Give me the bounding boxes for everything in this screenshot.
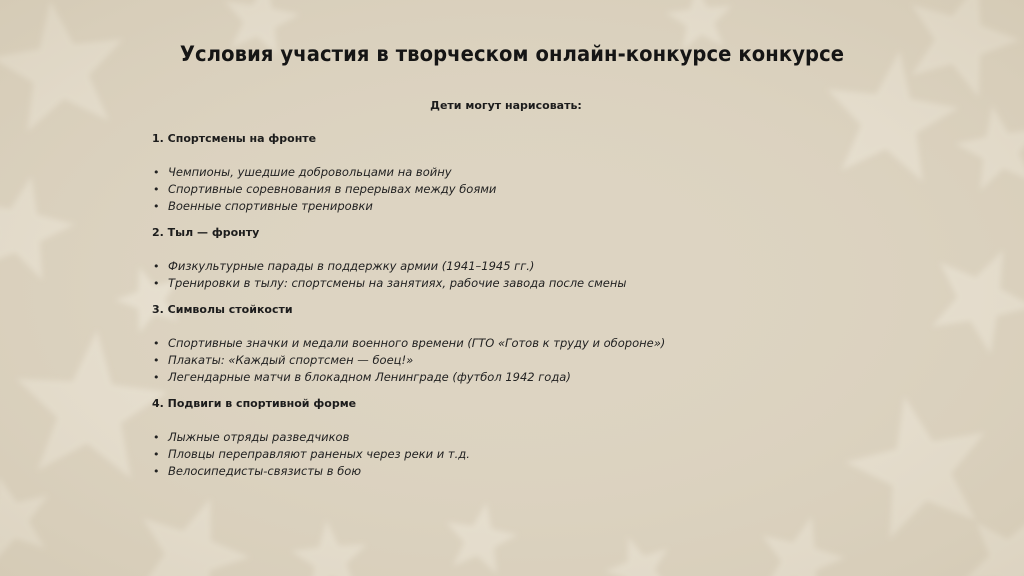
bullet-icon: • xyxy=(153,166,160,179)
bullet-icon: • xyxy=(153,260,160,273)
section-heading: 1. Спортсмены на фронте xyxy=(152,132,317,145)
list-item xyxy=(152,369,772,386)
bullet-icon: • xyxy=(153,431,160,444)
section-feats-in-sport-uniform xyxy=(152,396,772,480)
bullet-icon: • xyxy=(153,371,160,384)
list-item-text: Пловцы переправляют раненых через реки и т.д. xyxy=(168,447,470,461)
bullet-icon: • xyxy=(153,465,160,478)
list-item-text: Военные спортивные тренировки xyxy=(168,199,373,213)
bullet-icon: • xyxy=(153,448,160,461)
section-heading: 4. Подвиги в спортивной форме xyxy=(152,397,357,410)
list-item-text: Спортивные соревнования в перерывах между боями xyxy=(168,182,497,196)
bullet-icon: • xyxy=(153,354,160,367)
list-item-text: Чемпионы, ушедшие добровольцами на войну xyxy=(168,165,452,179)
list-item xyxy=(152,164,772,181)
bullet-icon: • xyxy=(153,277,160,290)
list-item-text: Физкультурные парады в поддержку армии (1941–1945 гг.) xyxy=(168,259,535,273)
list-item-text: Тренировки в тылу: спортсмены на занятиях, рабочие завода после смены xyxy=(168,276,627,290)
list-item-text: Легендарные матчи в блокадном Ленинграде (футбол 1942 года) xyxy=(168,370,571,384)
list-item xyxy=(152,352,772,369)
list-item-text: Лыжные отряды разведчиков xyxy=(168,430,350,444)
list-item xyxy=(152,335,772,352)
list-item xyxy=(152,258,772,275)
bullet-icon: • xyxy=(153,337,160,350)
list-item xyxy=(152,275,772,292)
section-sportsmen-at-front xyxy=(152,131,772,215)
list-item xyxy=(152,181,772,198)
bullet-icon: • xyxy=(153,183,160,196)
section-heading: 2. Тыл — фронту xyxy=(152,226,260,239)
list-item-text: Спортивные значки и медали военного времени (ГТО «Готов к труду и обороне») xyxy=(168,336,666,350)
list-item-text: Плакаты: «Каждый спортсмен — боец!» xyxy=(168,353,414,367)
slide-title: Условия участия в творческом онлайн-конкурсе конкурсе xyxy=(179,42,845,66)
bullet-icon: • xyxy=(153,200,160,213)
section-home-front xyxy=(152,225,772,292)
item-list xyxy=(152,258,772,292)
section-heading: 3. Символы стойкости xyxy=(152,303,293,316)
item-list xyxy=(152,335,772,386)
list-item xyxy=(152,446,772,463)
item-list xyxy=(152,164,772,215)
list-item xyxy=(152,198,772,215)
sections-list xyxy=(152,131,772,490)
item-list xyxy=(152,429,772,480)
slide-subtitle: Дети могут нарисовать: xyxy=(430,99,582,112)
list-item xyxy=(152,429,772,446)
list-item xyxy=(152,463,772,480)
list-item-text: Велосипедисты-связисты в бою xyxy=(168,464,362,478)
section-symbols-of-resilience xyxy=(152,302,772,386)
